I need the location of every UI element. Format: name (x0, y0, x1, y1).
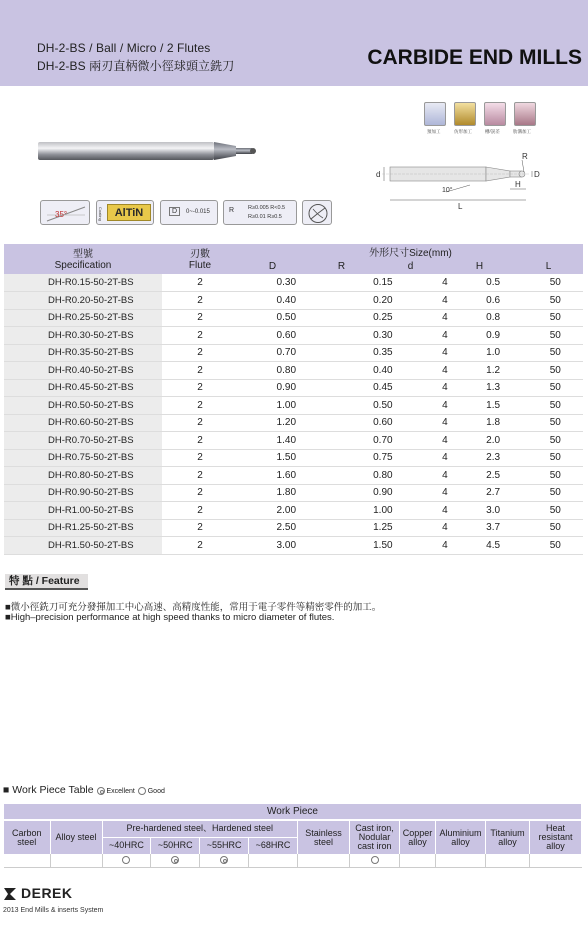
col-copper: Copper alloy (400, 820, 436, 854)
diameter-tol-label: D (169, 207, 180, 216)
dim-L-label: L (458, 202, 463, 211)
rating-cell (4, 854, 50, 867)
coating-small-label: Coating (98, 207, 103, 221)
value-cell: 1.25 (335, 519, 432, 537)
value-cell: 0.70 (238, 344, 335, 362)
coating-value: AlTiN (107, 204, 151, 221)
value-cell: 3.0 (459, 502, 528, 520)
feature-line-cn: ■微小徑銑刀可充分發揮加工中心高速、高精度性能，常用于電子零件等精密零件的加工。 (5, 602, 382, 613)
value-cell: 50 (528, 362, 583, 380)
tool-drawing (372, 152, 542, 212)
table-row (4, 484, 583, 502)
value-cell: 2 (162, 327, 238, 345)
table-row (4, 449, 583, 467)
value-cell: 0.80 (238, 362, 335, 380)
roughing-icon (424, 102, 446, 126)
table-header (4, 244, 583, 274)
value-cell: 1.00 (238, 397, 335, 415)
spec-cell: DH-R0.50-50-2T-BS (4, 397, 162, 415)
value-cell: 50 (528, 519, 583, 537)
value-cell: 50 (528, 274, 583, 292)
table-row (4, 274, 583, 292)
value-cell: 2 (162, 362, 238, 380)
spec-table (4, 244, 583, 555)
value-cell: 2 (162, 397, 238, 415)
spec-cell: DH-R0.15-50-2T-BS (4, 274, 162, 292)
value-cell: 0.60 (238, 327, 335, 345)
profiling-icon (454, 102, 476, 126)
col-stainless: Stainless steel (298, 820, 350, 854)
col-hardened: Pre-hardened steel、Hardened steel (102, 820, 298, 837)
value-cell: 50 (528, 484, 583, 502)
angle-label: 10° (442, 187, 453, 194)
spec-cell: DH-R0.40-50-2T-BS (4, 362, 162, 380)
rib-machining-icon (514, 102, 536, 126)
value-cell: 50 (528, 292, 583, 310)
rating-cell (400, 854, 436, 867)
col-h50: ~50HRC (151, 837, 200, 854)
category-title: CARBIDE END MILLS (367, 46, 582, 69)
value-cell: 2 (162, 467, 238, 485)
value-cell: 4 (431, 362, 459, 380)
value-cell: 1.50 (238, 449, 335, 467)
value-cell: 4 (431, 292, 459, 310)
value-cell: 50 (528, 397, 583, 415)
value-cell: 2.0 (459, 432, 528, 450)
good-icon (371, 856, 379, 864)
value-cell: 1.8 (459, 414, 528, 432)
value-cell: 1.3 (459, 379, 528, 397)
table-row (4, 519, 583, 537)
feature-line-en: ■High–precision performance at high speed thanks to micro diameter of flutes. (5, 612, 335, 623)
flute-badge (302, 200, 332, 225)
value-cell: 0.25 (335, 309, 432, 327)
table-row (4, 537, 583, 555)
col-h68: ~68HRC (249, 837, 298, 854)
value-cell: 2.00 (238, 502, 335, 520)
flute-header-cn: 刃數 (190, 249, 210, 260)
spec-cell: DH-R1.50-50-2T-BS (4, 537, 162, 555)
col-h55: ~55HRC (200, 837, 249, 854)
value-cell: 50 (528, 449, 583, 467)
rating-cell (530, 854, 582, 867)
value-cell: 2 (162, 379, 238, 397)
value-cell: 4 (431, 467, 459, 485)
spec-header-cn: 型號 (73, 249, 93, 260)
legend-excellent-label: Excellent (106, 788, 135, 795)
diameter-tolerance-badge (160, 200, 218, 225)
value-cell: 1.20 (238, 414, 335, 432)
value-cell: 0.20 (335, 292, 432, 310)
workpiece-header: Work Piece (4, 804, 582, 820)
value-cell: 1.60 (238, 467, 335, 485)
value-cell: 4 (431, 519, 459, 537)
col-R: R (337, 261, 346, 272)
value-cell: 2 (162, 274, 238, 292)
workpiece-table (4, 804, 582, 868)
table-row (4, 502, 583, 520)
col-aluminium: Aluminium alloy (436, 820, 486, 854)
flute-header (162, 244, 238, 274)
col-castiron: Cast iron, Nodular cast iron (350, 820, 400, 854)
brand-name: DEREK (21, 885, 73, 901)
spec-cell: DH-R0.25-50-2T-BS (4, 309, 162, 327)
value-cell: 4 (431, 379, 459, 397)
value-cell: 4 (431, 449, 459, 467)
spec-cell: DH-R0.80-50-2T-BS (4, 467, 162, 485)
helix-angle: 35° (55, 210, 68, 219)
col-titanium: Titanium alloy (486, 820, 530, 854)
value-cell: 2 (162, 414, 238, 432)
good-icon (122, 856, 130, 864)
value-cell: 50 (528, 344, 583, 362)
table-row (4, 362, 583, 380)
table-row (4, 327, 583, 345)
spec-cell: DH-R1.25-50-2T-BS (4, 519, 162, 537)
value-cell: 4 (431, 274, 459, 292)
rating-cell (50, 854, 102, 867)
value-cell: 0.90 (335, 484, 432, 502)
value-cell: 0.30 (238, 274, 335, 292)
value-cell: 4 (431, 537, 459, 555)
excellent-icon (97, 787, 105, 795)
workpiece-cols-row (4, 820, 582, 837)
value-cell: 1.0 (459, 344, 528, 362)
value-cell: 4 (431, 344, 459, 362)
value-cell: 0.40 (238, 292, 335, 310)
material-label-2: 仿形加工 (454, 129, 472, 134)
table-row (4, 414, 583, 432)
workpiece-title (3, 784, 165, 796)
value-cell: 0.70 (335, 432, 432, 450)
value-cell: 3.00 (238, 537, 335, 555)
col-H: H (475, 261, 484, 272)
value-cell: 0.9 (459, 327, 528, 345)
col-alloy: Alloy steel (50, 820, 102, 854)
legend-good (138, 788, 165, 795)
material-label-1: 預加工 (427, 129, 441, 134)
table-row (4, 292, 583, 310)
value-cell: 0.75 (335, 449, 432, 467)
legend-good-label: Good (147, 788, 165, 795)
helix-badge (40, 200, 90, 225)
slotting-icon (484, 102, 506, 126)
table-row (4, 379, 583, 397)
good-icon (138, 787, 146, 795)
value-cell: 1.80 (238, 484, 335, 502)
value-cell: 2.5 (459, 467, 528, 485)
value-cell: 50 (528, 537, 583, 555)
rating-cell (249, 854, 298, 867)
value-cell: 2.3 (459, 449, 528, 467)
dim-D-label: D (534, 170, 540, 179)
value-cell: 4 (431, 432, 459, 450)
rating-cell (200, 854, 249, 867)
value-cell: 1.50 (335, 537, 432, 555)
value-cell: 0.45 (335, 379, 432, 397)
value-cell: 3.7 (459, 519, 528, 537)
helix-icon (41, 201, 91, 226)
col-d: d (407, 261, 414, 272)
legend-excellent (97, 788, 135, 795)
value-cell: 0.80 (335, 467, 432, 485)
spec-cell: DH-R0.45-50-2T-BS (4, 379, 162, 397)
col-L: L (545, 261, 552, 272)
value-cell: 2 (162, 432, 238, 450)
tool-photo (36, 138, 272, 164)
value-cell: 4 (431, 309, 459, 327)
flute-header-en: Flute (188, 260, 212, 271)
coating-badge (96, 200, 154, 225)
value-cell: 50 (528, 379, 583, 397)
dim-d-label: d (376, 170, 381, 179)
dim-r-label: R (522, 152, 528, 161)
workpiece-title-text: ■ Work Piece Table (3, 784, 94, 796)
derek-logo-icon (3, 887, 17, 901)
col-carbon: Carbon steel (4, 820, 50, 854)
spec-cell: DH-R0.90-50-2T-BS (4, 484, 162, 502)
spec-cell: DH-R0.20-50-2T-BS (4, 292, 162, 310)
value-cell: 1.40 (238, 432, 335, 450)
table-row (4, 467, 583, 485)
spec-cell: DH-R1.00-50-2T-BS (4, 502, 162, 520)
feature-title: 特 點 / Feature (5, 574, 88, 590)
value-cell: 0.35 (335, 344, 432, 362)
rating-cell (298, 854, 350, 867)
table-row (4, 397, 583, 415)
value-cell: 2.7 (459, 484, 528, 502)
dim-H-label: H (515, 180, 521, 189)
workpiece-header-row (4, 804, 582, 820)
size-header (238, 244, 583, 274)
application-icons (424, 102, 544, 138)
value-cell: 1.00 (335, 502, 432, 520)
radius-tol-line2: R≥0.01 R≥0.5 (248, 214, 282, 220)
value-cell: 2 (162, 537, 238, 555)
value-cell: 50 (528, 467, 583, 485)
size-cols (238, 261, 583, 272)
spec-table-body (4, 274, 583, 554)
value-cell: 4 (431, 502, 459, 520)
col-h40: ~40HRC (102, 837, 151, 854)
radius-tol-label: R (229, 207, 235, 214)
radius-tolerance-badge (223, 200, 297, 225)
diameter-tol-value: 0~-0.015 (186, 209, 210, 215)
value-cell: 50 (528, 502, 583, 520)
value-cell: 4.5 (459, 537, 528, 555)
value-cell: 2 (162, 309, 238, 327)
value-cell: 0.8 (459, 309, 528, 327)
rating-cell (436, 854, 486, 867)
value-cell: 0.40 (335, 362, 432, 380)
spec-cell: DH-R0.70-50-2T-BS (4, 432, 162, 450)
radius-tol-line1: R≥0.005 R<0.5 (248, 205, 286, 211)
rating-cell (102, 854, 151, 867)
spec-header-en: Specification (54, 260, 112, 271)
spec-header (4, 244, 162, 274)
size-header-label: 外形尺寸Size(mm) (369, 248, 452, 259)
workpiece-ratings-row (4, 854, 582, 867)
value-cell: 0.15 (335, 274, 432, 292)
excellent-icon (220, 856, 228, 864)
material-label-4: 肋溝加工 (513, 129, 531, 134)
value-cell: 50 (528, 414, 583, 432)
value-cell: 1.2 (459, 362, 528, 380)
value-cell: 4 (431, 484, 459, 502)
rating-cell (151, 854, 200, 867)
value-cell: 4 (431, 327, 459, 345)
col-D: D (268, 261, 277, 272)
value-cell: 2 (162, 292, 238, 310)
value-cell: 0.90 (238, 379, 335, 397)
table-row (4, 432, 583, 450)
product-title-en: DH-2-BS / Ball / Micro / 2 Flutes (37, 41, 211, 55)
spec-cell: DH-R0.75-50-2T-BS (4, 449, 162, 467)
value-cell: 4 (431, 397, 459, 415)
value-cell: 0.6 (459, 292, 528, 310)
value-cell: 50 (528, 327, 583, 345)
rating-cell (486, 854, 530, 867)
value-cell: 1.5 (459, 397, 528, 415)
spec-cell: DH-R0.30-50-2T-BS (4, 327, 162, 345)
spec-cell: DH-R0.35-50-2T-BS (4, 344, 162, 362)
value-cell: 50 (528, 309, 583, 327)
col-heat: Heat resistant alloy (530, 820, 582, 854)
rating-cell (350, 854, 400, 867)
product-title-cn: DH-2-BS 兩刃直柄微小徑球頭立銑刀 (37, 59, 235, 73)
value-cell: 0.50 (238, 309, 335, 327)
page-header (0, 0, 588, 86)
brand-subtitle: 2013 End Mills & inserts System (3, 907, 104, 914)
value-cell: 0.30 (335, 327, 432, 345)
value-cell: 2 (162, 484, 238, 502)
value-cell: 2 (162, 449, 238, 467)
value-cell: 4 (431, 414, 459, 432)
value-cell: 2 (162, 519, 238, 537)
value-cell: 50 (528, 432, 583, 450)
value-cell: 2 (162, 344, 238, 362)
two-flute-icon (303, 201, 333, 226)
table-row (4, 309, 583, 327)
table-row (4, 344, 583, 362)
value-cell: 0.5 (459, 274, 528, 292)
value-cell: 0.60 (335, 414, 432, 432)
spec-cell: DH-R0.60-50-2T-BS (4, 414, 162, 432)
value-cell: 2 (162, 502, 238, 520)
value-cell: 2.50 (238, 519, 335, 537)
excellent-icon (171, 856, 179, 864)
value-cell: 0.50 (335, 397, 432, 415)
material-label-3: 槽/誤差 (485, 129, 500, 134)
